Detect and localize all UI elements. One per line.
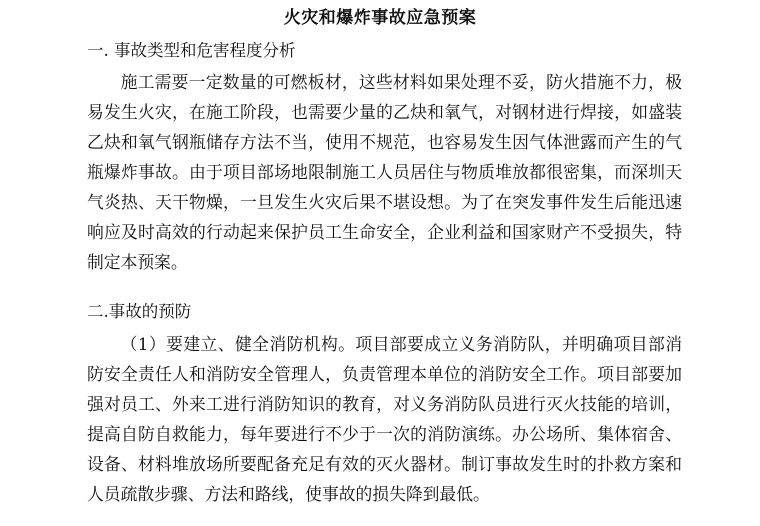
section-heading-prevention: 二.事故的预防 [87, 302, 192, 321]
document-title: 火灾和爆炸事故应急预案 [283, 8, 477, 28]
section-paragraph-prevention: （1）要建立、健全消防机构。项目部要成立义务消防队，并明确项目部消防安全责任人和消防安全管理人，负责管理本单位的消防安全工作。项目部要加强对员工、外来工进行消防知识的教育，对义务消防队员进行灭火技能的培训，提高自防自救能力，每年要进行不少于一次的消防演练。办公场所、集体宿舍、设备、材料堆放场所要配备充足有效的灭火器材。制订事故发生时的扑救方案和人员疏散步骤、方法和路线，使事故的损失降到最低。 [87, 334, 682, 504]
section-heading-hazard-analysis: 一. 事故类型和危害程度分析 [87, 41, 296, 60]
section-paragraph-hazard-analysis: 施工需要一定数量的可燃板材，这些材料如果处理不妥，防火措施不力，极易发生火灾，在施工阶段，也需要少量的乙炔和氧气，对钢材进行焊接，如盛装乙炔和氧气钢瓶储存方法不当，使用不规范，也容易发生因气体泄露而产生的气瓶爆炸事故。由于项目部场地限制施工人员居住与物质堆放都很密集，而深圳天气炎热、天干物燥，一旦发生火灾后果不堪设想。为了在突发事件发生后能迅速响应及时高效的行动起来保护员工生命安全，企业利益和国家财产不受损失，特制定本预案。 [87, 72, 682, 272]
